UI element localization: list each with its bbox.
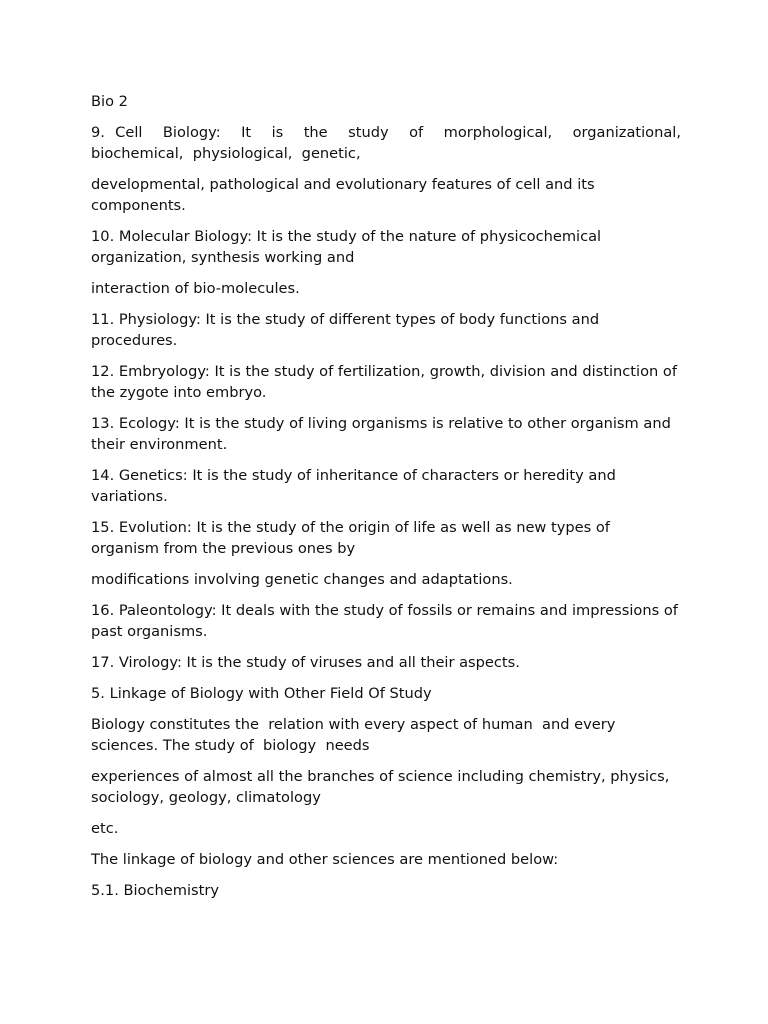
paragraph-linkage-intro: Biology constitutes the relation with every aspect of human and every sciences. The study of biology needs	[91, 716, 620, 754]
paragraph-molecular-biology: 10. Molecular Biology: It is the study of the nature of physicochemical organization, synthesis working and	[91, 228, 606, 266]
document-body	[91, 91, 691, 911]
document-header: Bio 2	[91, 93, 128, 110]
paragraph-ecology: 13. Ecology: It is the study of living organisms is relative to other organism and their environment.	[91, 415, 676, 453]
paragraph-paleontology: 16. Paleontology: It deals with the study of fossils or remains and impressions of past organisms.	[91, 602, 683, 640]
paragraph-evolution: 15. Evolution: It is the study of the origin of life as well as new types of organism from the previous ones by	[91, 519, 615, 557]
paragraph-physiology: 11. Physiology: It is the study of different types of body functions and procedures.	[91, 311, 604, 349]
paragraph-evolution-continued: modifications involving genetic changes and adaptations.	[91, 571, 513, 588]
paragraph-linkage-mentioned: The linkage of biology and other sciences are mentioned below:	[91, 851, 559, 868]
paragraph-molecular-biology-continued: interaction of bio-molecules.	[91, 280, 300, 297]
paragraph-embryology: 12. Embryology: It is the study of fertilization, growth, division and distinction of the zygote into embryo.	[91, 363, 682, 401]
paragraph-cell-biology: 9. Cell Biology: It is the study of morphological, organizational, biochemical, physiological, genetic,	[91, 124, 691, 162]
paragraph-linkage-etc: etc.	[91, 820, 119, 837]
paragraph-virology: 17. Virology: It is the study of viruses and all their aspects.	[91, 654, 520, 671]
section-heading-linkage: 5. Linkage of Biology with Other Field Of Study	[91, 685, 432, 702]
paragraph-genetics: 14. Genetics: It is the study of inheritance of characters or heredity and variations.	[91, 467, 621, 505]
subsection-heading-biochemistry: 5.1. Biochemistry	[91, 882, 219, 899]
paragraph-cell-biology-continued: developmental, pathological and evolutionary features of cell and its components.	[91, 176, 600, 214]
paragraph-linkage-continued: experiences of almost all the branches of science including chemistry, physics, sociology, geology, climatology	[91, 768, 675, 806]
